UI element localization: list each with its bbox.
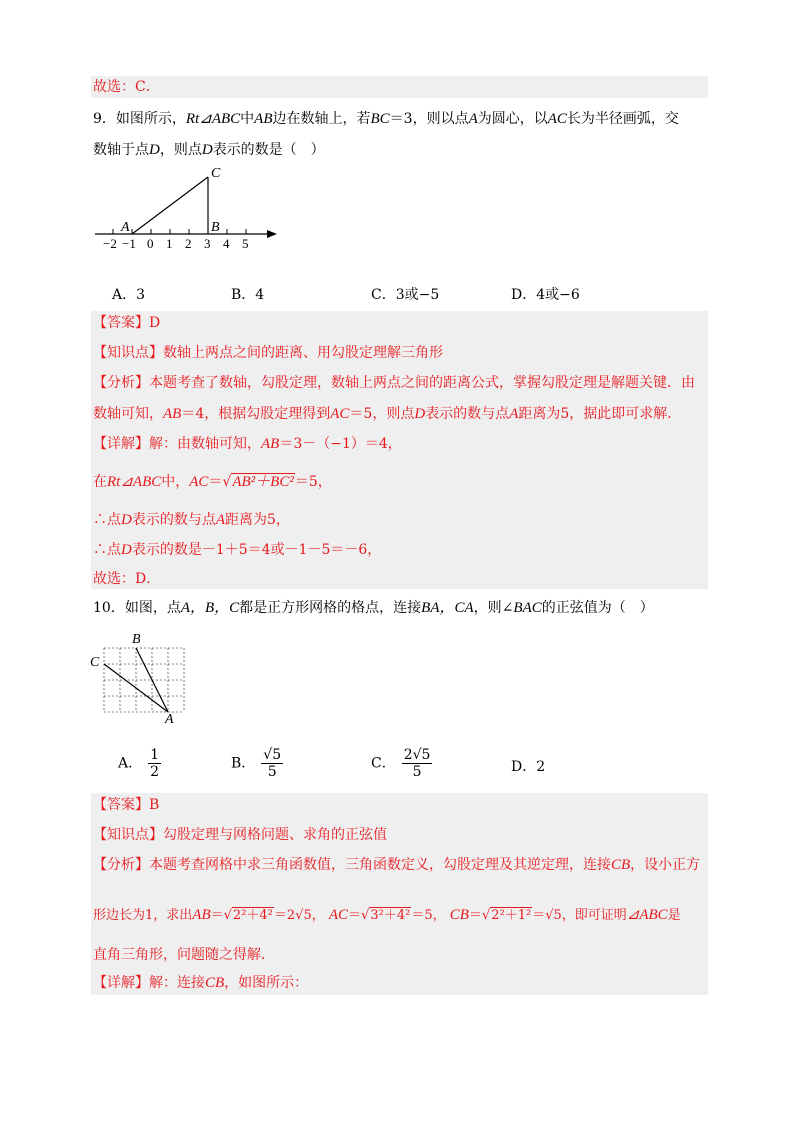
- q10-analysis-text: ＝: [348, 908, 362, 923]
- q9-point-a: A: [468, 111, 478, 127]
- segment-ac: [132, 177, 208, 234]
- q9-analysis-d: D: [414, 406, 426, 422]
- q9-analysis-ab: AB: [163, 406, 182, 422]
- q9-ac: AC: [547, 111, 567, 127]
- q10-analysis-text: ＝√5，: [532, 908, 575, 923]
- q10-analysis-text: ＝2√5，: [273, 908, 325, 923]
- q10-analysis-line1: [93, 855, 700, 875]
- q9-final-answer: 故选：D．: [93, 571, 161, 587]
- tick-label: −2: [103, 236, 117, 251]
- q9-detail-text: 【详解】解：由数轴可知，: [93, 436, 261, 452]
- q9-rt: Rt: [185, 111, 200, 127]
- option-label: A．: [118, 755, 143, 772]
- label-b: B: [211, 220, 220, 235]
- q9-point-d: D: [149, 142, 160, 158]
- q9-detail-triangle: ⊿ABC: [120, 474, 162, 490]
- denominator: 5: [267, 764, 277, 780]
- denominator: 2: [150, 764, 160, 780]
- q10-analysis-cb: CB: [449, 907, 469, 923]
- q10-option-d[interactable]: D．2: [511, 759, 546, 775]
- q9-number: 9．如图所示，: [93, 111, 186, 127]
- q10-option-c[interactable]: [371, 747, 432, 780]
- q9-text-b: 边在数轴上，若: [272, 111, 371, 127]
- q10-analysis-text: ＝: [210, 908, 224, 923]
- arrow-icon: [267, 230, 277, 238]
- q10-text: 的正弦值为（ ）: [541, 600, 654, 616]
- denominator: 5: [412, 764, 422, 780]
- q9-detail-text: 中，: [161, 474, 190, 490]
- q10-analysis-radicand: 2²＋4²: [232, 908, 273, 923]
- q9-detail-text: ∴点: [93, 512, 121, 528]
- q10-option-b[interactable]: [231, 747, 283, 780]
- q9-knowledge: 【知识点】数轴上两点之间的距离、用勾股定理解三角形: [93, 345, 443, 361]
- q9-stem-line2: [93, 140, 325, 160]
- tick-label: 3: [204, 236, 211, 251]
- q9-text-a: 中: [240, 111, 255, 127]
- q9-bc: BC: [370, 111, 390, 127]
- q8-final-answer: 故选：C．: [93, 79, 160, 95]
- q9-text-g: ，则点: [159, 142, 202, 158]
- q9-detail-line4: [93, 540, 381, 560]
- q9-option-c[interactable]: C．3或−5: [371, 287, 440, 303]
- q10-analysis-text: ＝5，: [411, 908, 446, 923]
- q10-detail-text: ，如图所示：: [224, 975, 309, 991]
- q10-analysis-text: 【分析】本题考查网格中求三角函数值，三角函数定义，勾股定理及其逆定理，连接: [93, 857, 611, 873]
- q10-analysis-triangle: ⊿ABC: [626, 907, 668, 923]
- numerator: 1: [150, 747, 160, 763]
- q10-segments: BA，CA: [421, 600, 474, 616]
- q9-text-e: 长为半径画弧，交: [566, 111, 679, 127]
- option-label: C．: [371, 755, 396, 772]
- q10-analysis-ac: AC: [328, 907, 349, 923]
- q9-analysis-text: 表示的数与点: [425, 406, 510, 422]
- q10-analysis-radicand: 2²＋1²: [491, 908, 532, 923]
- q10-option-a[interactable]: [118, 747, 161, 780]
- q9-detail-d: D: [121, 542, 132, 558]
- q9-detail-line3: [93, 510, 290, 530]
- label-c: C: [90, 655, 100, 670]
- sqrt-icon: √: [223, 908, 232, 923]
- q9-option-d[interactable]: D．4或−6: [511, 287, 580, 303]
- q10-analysis-line2: [93, 905, 681, 926]
- q9-analysis-text: 距离为5，据此即可求解．: [518, 406, 682, 422]
- fraction: [148, 747, 161, 780]
- grid-lines: [104, 648, 184, 712]
- sqrt-icon: √: [222, 474, 232, 490]
- option-label: B．: [231, 755, 256, 772]
- tick-label: 5: [242, 236, 249, 251]
- label-c: C: [211, 166, 221, 181]
- q9-text-c: ＝3，则以点: [389, 111, 469, 127]
- tick-label: −1: [122, 236, 136, 251]
- q9-detail-d: D: [121, 512, 132, 528]
- label-a: A: [165, 712, 174, 725]
- q9-detail-line2: [93, 472, 332, 492]
- numerator: √5: [263, 747, 282, 763]
- q9-point-d2: D: [201, 142, 213, 158]
- q9-stem-line1: [93, 109, 679, 129]
- q9-option-a[interactable]: A．3: [112, 287, 146, 303]
- q10-analysis-text: 形边长为1，求出: [93, 908, 193, 923]
- q9-analysis-a: A: [509, 406, 519, 422]
- q9-analysis-line2: [93, 404, 681, 424]
- q10-number: 10．如图，点: [93, 600, 181, 616]
- q9-analysis-text: ＝4，根据勾股定理得到: [181, 406, 331, 422]
- q10-analysis-radicand: 3²＋4²: [370, 908, 411, 923]
- q10-analysis-line3: 直角三角形，问题随之得解．: [93, 947, 275, 963]
- q9-detail-a: A: [215, 512, 226, 528]
- q10-points: A，B，C: [180, 600, 240, 616]
- q10-analysis-text: ，设小正方: [630, 857, 701, 873]
- fraction: [261, 747, 283, 780]
- q10-analysis-text: ＝: [468, 908, 482, 923]
- q10-answer: 【答案】B: [93, 797, 160, 813]
- q9-text-h: 表示的数是（ ）: [212, 142, 325, 158]
- q10-stem: [93, 598, 654, 618]
- sqrt-icon: √: [361, 908, 370, 923]
- q9-detail-text: 在: [93, 474, 107, 490]
- tick-label: 0: [147, 236, 154, 251]
- q9-ab: AB: [254, 111, 273, 127]
- q9-detail-text: 距离为5，: [225, 512, 290, 528]
- q10-analysis-text: 是: [667, 908, 681, 923]
- tick-label: 4: [223, 236, 230, 251]
- q9-analysis-text: ＝5，则点: [349, 406, 415, 422]
- q10-knowledge: 【知识点】勾股定理与网格问题、求角的正弦值: [93, 827, 387, 843]
- q9-detail-text: 表示的数与点: [131, 512, 216, 528]
- q10-detail: [93, 973, 308, 993]
- q9-answer: 【答案】D: [93, 315, 161, 331]
- q10-grid-figure: [88, 630, 198, 725]
- q9-analysis-text: 数轴可知，: [93, 406, 163, 422]
- q9-detail-line1: [93, 434, 402, 454]
- label-b: B: [132, 632, 141, 647]
- q9-detail-rt: Rt: [107, 474, 121, 490]
- q10-detail-cb: CB: [205, 975, 225, 991]
- q9-number-line-figure: [95, 163, 280, 253]
- q9-detail-text: 表示的数是－1＋5＝4或－1－5＝－6，: [131, 542, 382, 558]
- sqrt-icon: √: [481, 908, 491, 923]
- q10-text: ，则∠: [473, 600, 514, 616]
- q9-analysis-ac: AC: [330, 406, 350, 422]
- q9-detail-text: ∴点: [93, 542, 121, 558]
- q9-detail-text: ＝5，: [294, 474, 332, 490]
- q9-detail-ac: AC: [189, 474, 209, 490]
- q9-text-f: 数轴于点: [93, 142, 149, 158]
- q10-angle: BAC: [513, 600, 542, 616]
- q9-detail-text: ＝: [208, 474, 223, 490]
- q9-triangle: ⊿ABC: [199, 111, 241, 127]
- q10-text: 都是正方形网格的格点，连接: [239, 600, 422, 616]
- tick-label: 2: [185, 236, 192, 251]
- q8-answer-block: [91, 76, 708, 98]
- q9-option-b[interactable]: B．4: [231, 287, 265, 303]
- label-a: A: [121, 220, 130, 235]
- q10-analysis-cb: CB: [611, 857, 631, 873]
- q9-text-d: 为圆心，以: [477, 111, 548, 127]
- fraction: [402, 747, 433, 780]
- q10-detail-text: 【详解】解：连接: [93, 975, 205, 991]
- tick-label: 1: [166, 236, 173, 251]
- q9-detail-ab: AB: [261, 436, 280, 452]
- q9-analysis-line1: 【分析】本题考查了数轴，勾股定理，数轴上两点之间的距离公式，掌握勾股定理是解题关键．由: [93, 375, 695, 391]
- q10-analysis-ab: AB: [192, 907, 211, 923]
- q9-detail-radicand: AB²＋BC²: [232, 474, 294, 490]
- numerator: 2√5: [403, 747, 431, 763]
- q9-detail-text: ＝3－（−1）＝4，: [279, 436, 402, 452]
- q10-analysis-text: 即可证明: [574, 908, 627, 923]
